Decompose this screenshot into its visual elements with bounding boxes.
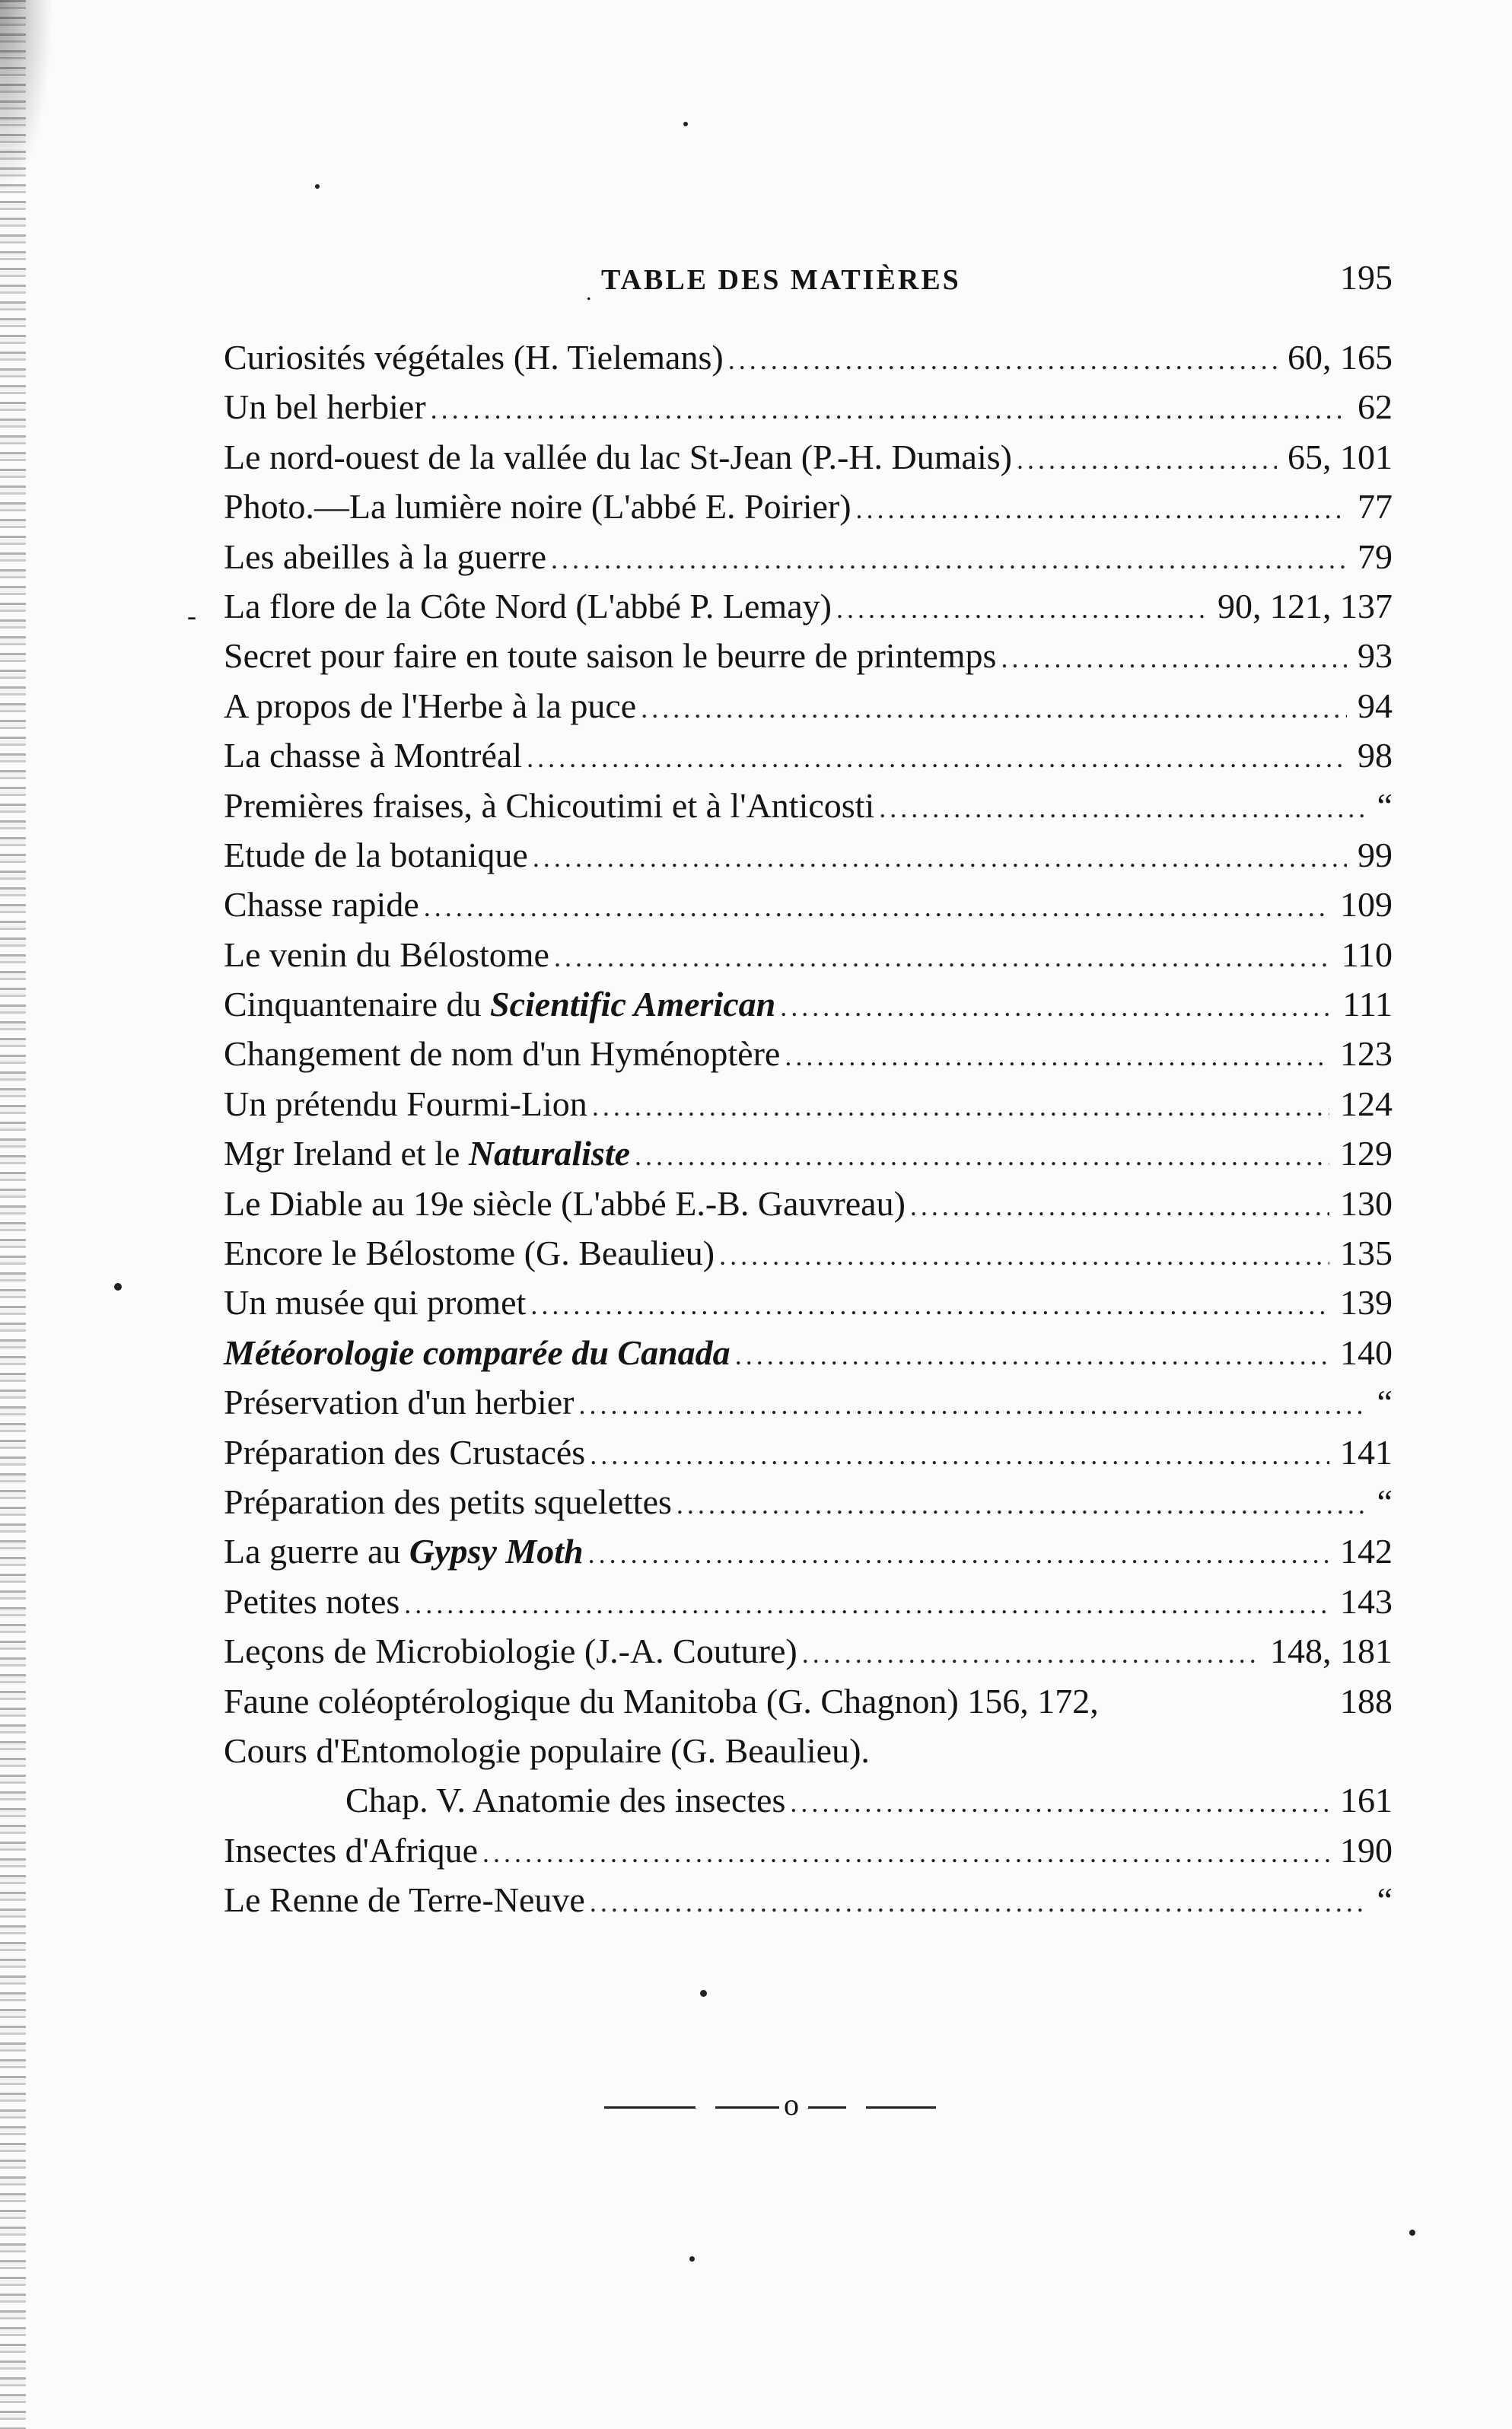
dot-leader <box>1017 435 1277 485</box>
toc-entry <box>224 1676 1393 1726</box>
ornament-dash <box>715 2106 779 2109</box>
toc-entry-title <box>224 1726 870 1775</box>
toc-entry-pages: 90, 121, 137 <box>1218 586 1393 626</box>
toc-entry-title-text: Préparation des Crustacés <box>224 1432 586 1472</box>
toc-entry-title-text: Leçons de Microbiologie (J.-A. Couture) <box>224 1632 797 1671</box>
toc-entry-pages: 94 <box>1358 686 1393 725</box>
toc-entry-pages: 148, 181 <box>1270 1632 1393 1671</box>
toc-entry-pages: “ <box>1377 785 1393 825</box>
dot-leader <box>404 1580 1329 1629</box>
speck <box>1409 2230 1415 2236</box>
toc-entry-title-text: Le Diable au 19e siècle (L'abbé E.-B. Gauvreau) <box>224 1183 906 1223</box>
toc-entry-title-text: Un musée qui promet <box>224 1283 527 1323</box>
toc-entry-title-text: A propos de l'Herbe à la puce <box>224 686 637 725</box>
toc-entry-title-prefix: Cinquantenaire du <box>224 985 491 1024</box>
toc-entry-title-text: Curiosités végétales (H. Tielemans) <box>224 338 724 377</box>
dot-leader <box>590 1431 1329 1480</box>
toc-entry <box>224 1129 1393 1178</box>
dot-leader <box>431 385 1347 435</box>
toc-entry-title <box>224 1875 585 1924</box>
toc-entry <box>224 1029 1393 1078</box>
toc-entry-title-text: Les abeilles à la guerre <box>224 536 546 576</box>
toc-entry-title-text: Premières fraises, à Chicoutimi et à l'Anticosti <box>224 785 875 825</box>
toc-entry-title <box>224 333 724 382</box>
toc-entry-title-italic: Naturaliste <box>468 1134 631 1173</box>
toc-entry-pages: 190 <box>1340 1830 1393 1870</box>
toc-entry <box>224 1228 1393 1278</box>
toc-entry-title-prefix: Mgr Ireland et le <box>224 1134 469 1173</box>
toc-entry-title <box>224 631 996 680</box>
toc-entry <box>224 979 1393 1029</box>
toc-entry-title <box>224 432 1012 482</box>
speck <box>114 1283 122 1291</box>
dot-leader <box>592 1082 1329 1132</box>
toc-entry-title-text: Chap. V. Anatomie des insectes <box>345 1781 786 1820</box>
dot-leader <box>641 684 1347 734</box>
toc-entry-title-text: Chasse rapide <box>224 885 419 925</box>
table-of-contents <box>224 333 1393 1925</box>
toc-entry-title <box>224 482 851 531</box>
toc-entry <box>224 532 1393 581</box>
toc-entry-title <box>224 781 874 830</box>
toc-entry-title <box>224 1526 584 1576</box>
toc-entry <box>224 830 1393 880</box>
toc-entry-title-prefix: La guerre au <box>224 1532 409 1571</box>
closing-ornament <box>604 2087 1000 2122</box>
toc-entry-pages: 139 <box>1340 1283 1393 1323</box>
dot-leader <box>530 1281 1329 1330</box>
toc-entry <box>224 930 1393 979</box>
toc-entry <box>224 1328 1393 1377</box>
dot-leader <box>780 982 1332 1032</box>
toc-entry-title-text: Photo.—La lumière noire (L'abbé E. Poirier) <box>224 487 851 527</box>
toc-entry-title <box>224 880 419 929</box>
toc-entry-pages: 188 <box>1340 1681 1393 1721</box>
toc-entry-pages: 77 <box>1358 487 1393 527</box>
toc-entry-title-italic: Scientific American <box>490 985 776 1024</box>
toc-entry <box>224 1079 1393 1129</box>
dot-leader <box>424 883 1329 932</box>
toc-entry-title-text: Le venin du Bélostome <box>224 934 549 974</box>
toc-entry-title <box>224 1129 630 1178</box>
dot-leader <box>533 833 1347 883</box>
toc-entry <box>224 781 1393 830</box>
toc-entry-pages: 129 <box>1340 1134 1393 1173</box>
page-number: 195 <box>1340 258 1393 297</box>
toc-entry-title <box>224 830 528 880</box>
ornament-circle: o <box>784 2087 799 2122</box>
toc-entry-pages: 111 <box>1342 985 1393 1024</box>
toc-entry-title-text: Changement de nom d'un Hyménoptère <box>224 1034 781 1074</box>
toc-entry-title <box>224 581 832 631</box>
toc-entry-title <box>224 1029 780 1078</box>
toc-entry-pages: 79 <box>1358 536 1393 576</box>
toc-entry-title <box>224 1676 1099 1726</box>
speck <box>315 184 320 189</box>
toc-entry-pages: 142 <box>1340 1532 1393 1571</box>
toc-entry-pages: 161 <box>1340 1781 1393 1820</box>
toc-entry <box>224 681 1393 731</box>
toc-entry-pages: 65, 101 <box>1288 437 1393 476</box>
toc-entry <box>224 333 1393 382</box>
header-title: TABLE DES MATIÈRES <box>601 264 961 296</box>
dot-leader <box>802 1629 1259 1679</box>
toc-entry-title <box>224 1377 574 1427</box>
toc-entry-title <box>224 532 546 581</box>
toc-entry-pages: 110 <box>1341 934 1393 974</box>
toc-entry-title-text: Le nord-ouest de la vallée du lac St-Jean (P.-H. Dumais) <box>224 437 1012 476</box>
toc-entry-title <box>224 1577 399 1626</box>
toc-entry <box>224 482 1393 531</box>
toc-entry-title <box>224 979 775 1029</box>
header-dot: . <box>586 280 592 305</box>
toc-entry-pages: 143 <box>1340 1581 1393 1621</box>
toc-entry-pages: 123 <box>1340 1034 1393 1074</box>
toc-entry-title-text: Un prétendu Fourmi-Lion <box>224 1084 587 1123</box>
toc-entry-pages: “ <box>1377 1880 1393 1920</box>
toc-entry-pages: 62 <box>1358 387 1393 427</box>
dot-leader <box>910 1182 1329 1231</box>
toc-entry <box>224 1278 1393 1327</box>
dot-leader <box>482 1829 1329 1878</box>
speck <box>689 2256 695 2262</box>
dot-leader <box>527 734 1347 783</box>
dot-leader <box>735 1331 1329 1380</box>
dot-leader <box>676 1480 1367 1530</box>
toc-entry-title <box>224 1428 585 1477</box>
toc-entry <box>224 1775 1393 1825</box>
toc-entry <box>224 1477 1393 1526</box>
toc-entry-pages: 140 <box>1340 1332 1393 1372</box>
toc-entry-title-text: Insectes d'Afrique <box>224 1830 478 1870</box>
toc-entry-pages: 130 <box>1340 1183 1393 1223</box>
toc-entry-title-text: Faune coléoptérologique du Manitoba (G. Chagnon) 156, 172, <box>224 1681 1099 1721</box>
toc-entry <box>224 1577 1393 1626</box>
toc-entry-pages: “ <box>1377 1482 1393 1521</box>
ornament-dash <box>604 2106 696 2109</box>
toc-entry-title <box>224 1079 587 1129</box>
dot-leader <box>1001 634 1347 683</box>
toc-entry-title-text: La chasse à Montréal <box>224 736 523 775</box>
toc-entry-title-text: Encore le Bélostome (G. Beaulieu) <box>224 1234 715 1273</box>
running-header <box>221 257 1393 310</box>
toc-entry-pages: 93 <box>1358 636 1393 676</box>
toc-entry-title-text: Etude de la botanique <box>224 835 528 874</box>
toc-entry <box>224 880 1393 929</box>
toc-entry-pages: 99 <box>1358 835 1393 874</box>
dot-leader <box>836 584 1207 634</box>
toc-entry-title-text: Un bel herbier <box>224 387 426 427</box>
toc-entry-title <box>224 1826 478 1875</box>
ornament-dash <box>808 2106 846 2109</box>
dot-leader <box>590 1878 1367 1928</box>
toc-entry-title <box>224 1278 526 1327</box>
toc-entry <box>224 1726 1393 1775</box>
speck <box>700 1990 707 1997</box>
toc-entry-pages: 60, 165 <box>1288 338 1393 377</box>
toc-entry-pages: 98 <box>1358 736 1393 775</box>
scan-edge <box>0 0 26 2429</box>
dot-leader <box>578 1380 1366 1430</box>
toc-entry-title-text: Petites notes <box>224 1581 400 1621</box>
dot-leader <box>635 1132 1329 1181</box>
toc-entry-title <box>224 1328 731 1377</box>
toc-entry-title <box>224 382 426 431</box>
toc-entry-title <box>224 1179 906 1228</box>
speck <box>683 122 688 126</box>
toc-entry-pages: 141 <box>1340 1432 1393 1472</box>
dot-leader <box>554 933 1331 982</box>
toc-entry-title-text: Préparation des petits squelettes <box>224 1482 672 1521</box>
toc-entry-title-text: Le Renne de Terre-Neuve <box>224 1880 585 1920</box>
toc-entry-title <box>345 1775 785 1825</box>
toc-entry-title-text: Cours d'Entomologie populaire (G. Beaulieu). <box>224 1730 870 1770</box>
toc-entry-title-text: Secret pour faire en toute saison le beurre de printemps <box>224 636 997 676</box>
dot-leader <box>856 485 1347 534</box>
toc-entry <box>224 1179 1393 1228</box>
dot-leader <box>588 1530 1329 1579</box>
toc-entry-pages: “ <box>1377 1383 1393 1422</box>
toc-entry-pages: 135 <box>1340 1234 1393 1273</box>
toc-entry <box>224 731 1393 780</box>
toc-entry-title <box>224 681 636 731</box>
margin-mark: - <box>187 600 196 631</box>
ornament-dash <box>866 2106 936 2109</box>
toc-entry <box>224 581 1393 631</box>
toc-entry-title <box>224 1228 715 1278</box>
toc-entry <box>224 1875 1393 1924</box>
toc-entry-title-text: Préservation d'un herbier <box>224 1383 575 1422</box>
dot-leader <box>790 1778 1329 1828</box>
toc-entry-title <box>224 1626 797 1676</box>
dot-leader <box>785 1032 1329 1081</box>
toc-entry <box>224 432 1393 482</box>
toc-entry-pages: 124 <box>1340 1084 1393 1123</box>
toc-entry <box>224 631 1393 680</box>
toc-entry <box>224 1526 1393 1576</box>
toc-entry <box>224 1826 1393 1875</box>
toc-entry-title-text: La flore de la Côte Nord (L'abbé P. Lemay) <box>224 586 832 626</box>
toc-entry-title-italic: Météorologie comparée du Canada <box>224 1332 731 1372</box>
toc-entry <box>224 382 1393 431</box>
scan-corner-shadow <box>0 0 53 198</box>
toc-entry-pages: 109 <box>1340 885 1393 925</box>
toc-entry <box>224 1428 1393 1477</box>
toc-entry-title <box>224 731 522 780</box>
dot-leader <box>551 535 1347 584</box>
dot-leader <box>879 784 1366 833</box>
dot-leader <box>728 336 1277 385</box>
toc-entry-title <box>224 1477 672 1526</box>
toc-entry <box>224 1377 1393 1427</box>
toc-entry-title-italic: Gypsy Moth <box>409 1532 584 1571</box>
dot-leader <box>719 1231 1329 1281</box>
toc-entry <box>224 1626 1393 1676</box>
toc-entry-title <box>224 930 549 979</box>
